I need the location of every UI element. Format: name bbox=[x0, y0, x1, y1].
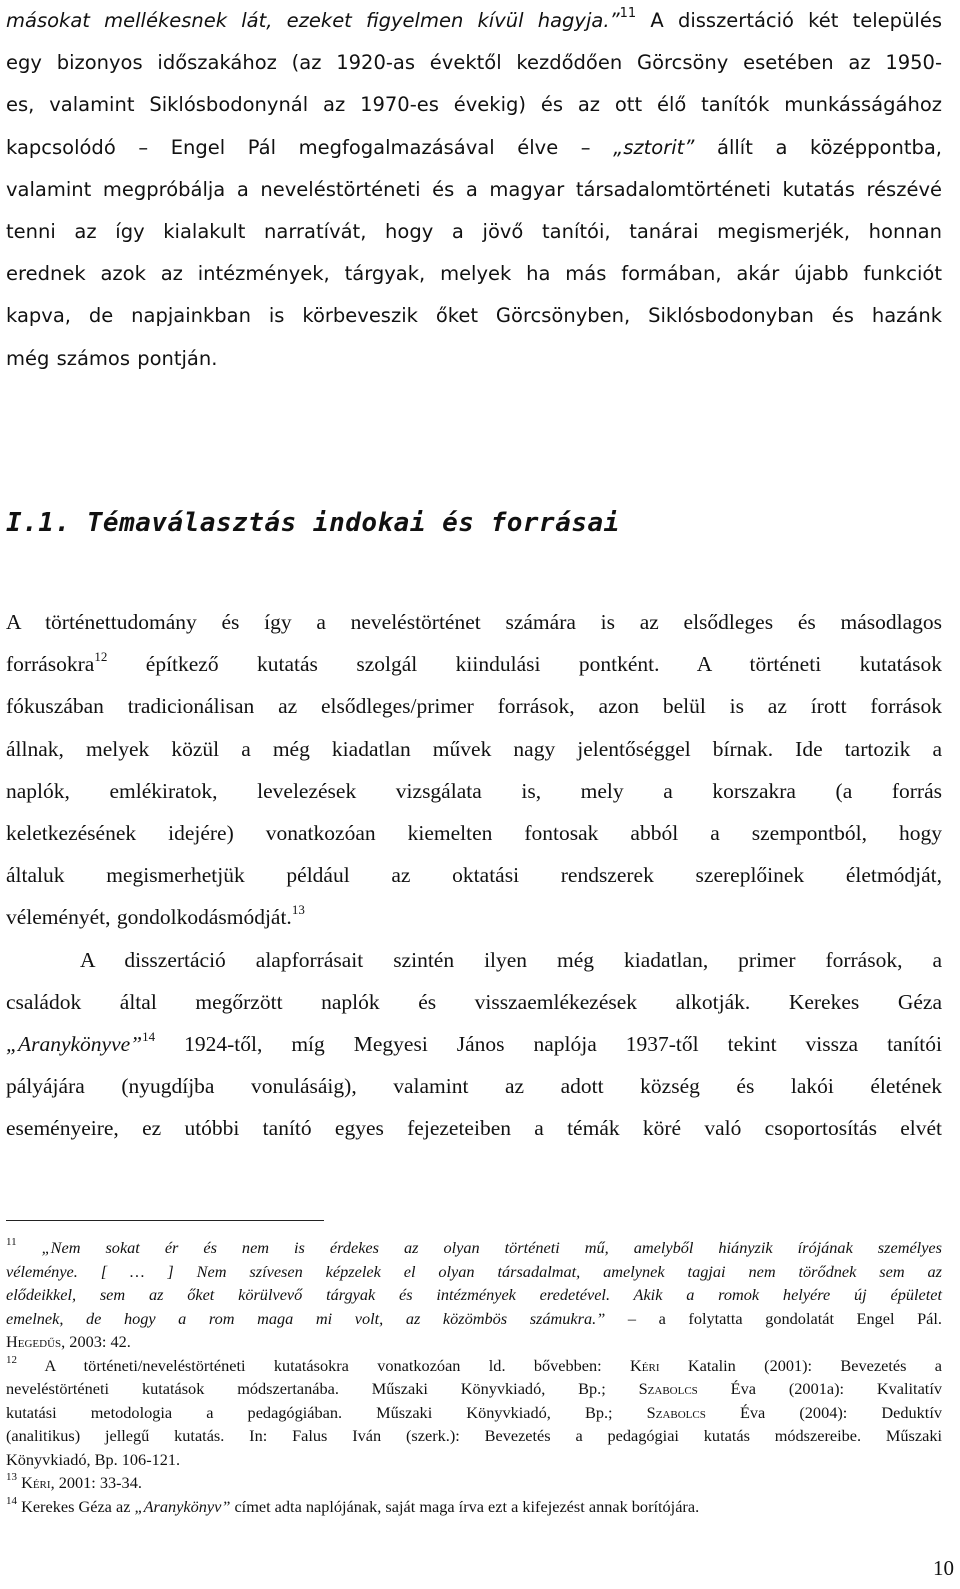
footnote-ref-14[interactable]: 14 bbox=[142, 1028, 156, 1044]
text-line: forrásokra$^{12}$ építkező kutatás szolgál kiindulási pontként. A történeti kutatások bbox=[6, 649, 942, 677]
footnote-11: $^{11}$ „Nem sokat ér és nem is érdekes az olyan történeti mű, amelyből hiányzik írójának személyes bbox=[6, 1236, 942, 1257]
text-line: „Aranykönyve”$^{14}$ 1924-től, míg Megyesi János naplója 1937-től tekint vissza tanítói bbox=[6, 1028, 942, 1056]
text-line: egy bizonyos időszakához (az 1920-as évektől kezdődően Görcsöny esetében az 1950- bbox=[6, 51, 942, 75]
footnote-line: elődeikkel, sem az őket körülvevő tárgyak és intézmények eredetével. Akik a romok helyére új épületet bbox=[6, 1285, 942, 1304]
text-line: véleményét, gondolkodásmódját.$^{13}$ bbox=[6, 902, 305, 930]
footnote-ref-11[interactable]: 11 bbox=[619, 6, 637, 21]
text-line: erednek azok az intézmények, tárgyak, melyek ha más formában, akár újabb funkciót bbox=[6, 262, 942, 286]
text-line: még számos pontján. bbox=[6, 346, 218, 370]
text-line: állnak, melyek közül a még kiadatlan művek nagy jelentőséggel bírnak. Ide tartozik a bbox=[6, 736, 942, 761]
footnote-12: $^{12}$ A történeti/neveléstörténeti kutatásokra vonatkozóan ld. bővebben: Kéri Katalin (2001): Bevezetés a bbox=[6, 1353, 942, 1375]
section-body bbox=[6, 601, 942, 1149]
text-line: keletkezésének idejére) vonatkozóan kiemelten fontosak abból a szempontból, hogy bbox=[6, 820, 942, 845]
footnote-line: neveléstörténeti kutatások módszertanába. Műszaki Könyvkiadó, Bp.; Szabolcs Éva (2001a): Kvalitatív bbox=[6, 1379, 942, 1398]
page-number: 10 bbox=[933, 1556, 954, 1580]
footnote-line: kutatási metodologia a pedagógiában. Műszaki Könyvkiadó, Bp.; Szabolcs Éva (2004): Deduktív bbox=[6, 1402, 942, 1422]
text-line: családok által megőrzött naplók és visszaemlékezések alkotják. Kerekes Géza bbox=[6, 989, 942, 1014]
text-line: naplók, emlékiratok, levelezések vizsgálata is, mely a korszakra (a forrás bbox=[6, 778, 942, 803]
text-line: kapva, de napjainkban is körbeveszik őket Görcsönyben, Siklósbodonyban és hazánk bbox=[6, 304, 942, 328]
text-line: másokat mellékesnek lát, ezeket figyelmen kívül hagyja.”$^{11}$ A disszertáció két település bbox=[6, 6, 942, 32]
footnote-ref-12[interactable]: 12 bbox=[94, 649, 108, 665]
footnote-line: (analitikus) jellegű kutatás. In: Falus Iván (szerk.): Bevezetés a pedagógiai kutatás módszereibe. Műszaki bbox=[6, 1426, 942, 1445]
text-line: eseményeire, ez utóbbi tanító egyes fejezeteiben a témák köré való csoportosítás elvét bbox=[6, 1116, 942, 1141]
footnotes bbox=[6, 1236, 942, 1518]
footnote-line: emelnek, de hogy a rom maga mi volt, az közömbös számukra.” – a folytatta gondolatát Engel Pál. bbox=[6, 1308, 942, 1328]
footnote-line: Könyvkiadó, Bp. 106-121. bbox=[6, 1449, 181, 1469]
text-line: általuk megismerhetjük például az oktatási rendszerek szereplőinek életmódját, bbox=[6, 863, 942, 888]
text-line: A disszertáció alapforrásait szintén ilyen még kiadatlan, primer források, a bbox=[80, 947, 942, 972]
text-line: pályájára (nyugdíjba vonulásáig), valamint az adott község és lakói életének bbox=[6, 1074, 942, 1099]
text-line: valamint megpróbálja a neveléstörténeti és a magyar társadalomtörténeti kutatás részévé bbox=[6, 177, 942, 201]
footnote-separator bbox=[6, 1220, 324, 1221]
text-line: tenni az így kialakult narratívát, hogy a jövő tanítói, tanárai megismerjék, honnan bbox=[6, 219, 942, 243]
section-heading: I.1. Témaválasztás indokai és forrásai bbox=[6, 508, 620, 538]
text-line: fókuszában tradicionálisan az elsődleges/primer források, azon belül is az írott források bbox=[6, 694, 942, 719]
text-line: kapcsolódó – Engel Pál megfogalmazásával élve – „sztorit” állít a középpontba, bbox=[6, 135, 942, 159]
footnote-ref-13[interactable]: 13 bbox=[291, 902, 305, 918]
intro-paragraph bbox=[6, 0, 942, 380]
footnote-line: Hegedűs, 2003: 42. bbox=[6, 1332, 131, 1351]
footnote-14: $^{14}$ Kerekes Géza az „Aranykönyv” címet adta naplójának, saját maga írva ezt a kifejezést annak borítójára. bbox=[6, 1494, 700, 1516]
text-line: es, valamint Siklósbodonynál az 1970-es évekig) és az ott élő tanítók munkásságához bbox=[6, 93, 942, 117]
footnote-13: $^{13}$ Kéri, 2001: 33-34. bbox=[6, 1471, 142, 1492]
text-line: A történettudomány és így a neveléstörténet számára is az elsődleges és másodlagos bbox=[6, 610, 942, 634]
footnote-line: véleménye. [ … ] Nem szívesen képzelek el olyan társadalmat, amelynek tagjai nem törődnek sem az bbox=[6, 1261, 942, 1281]
